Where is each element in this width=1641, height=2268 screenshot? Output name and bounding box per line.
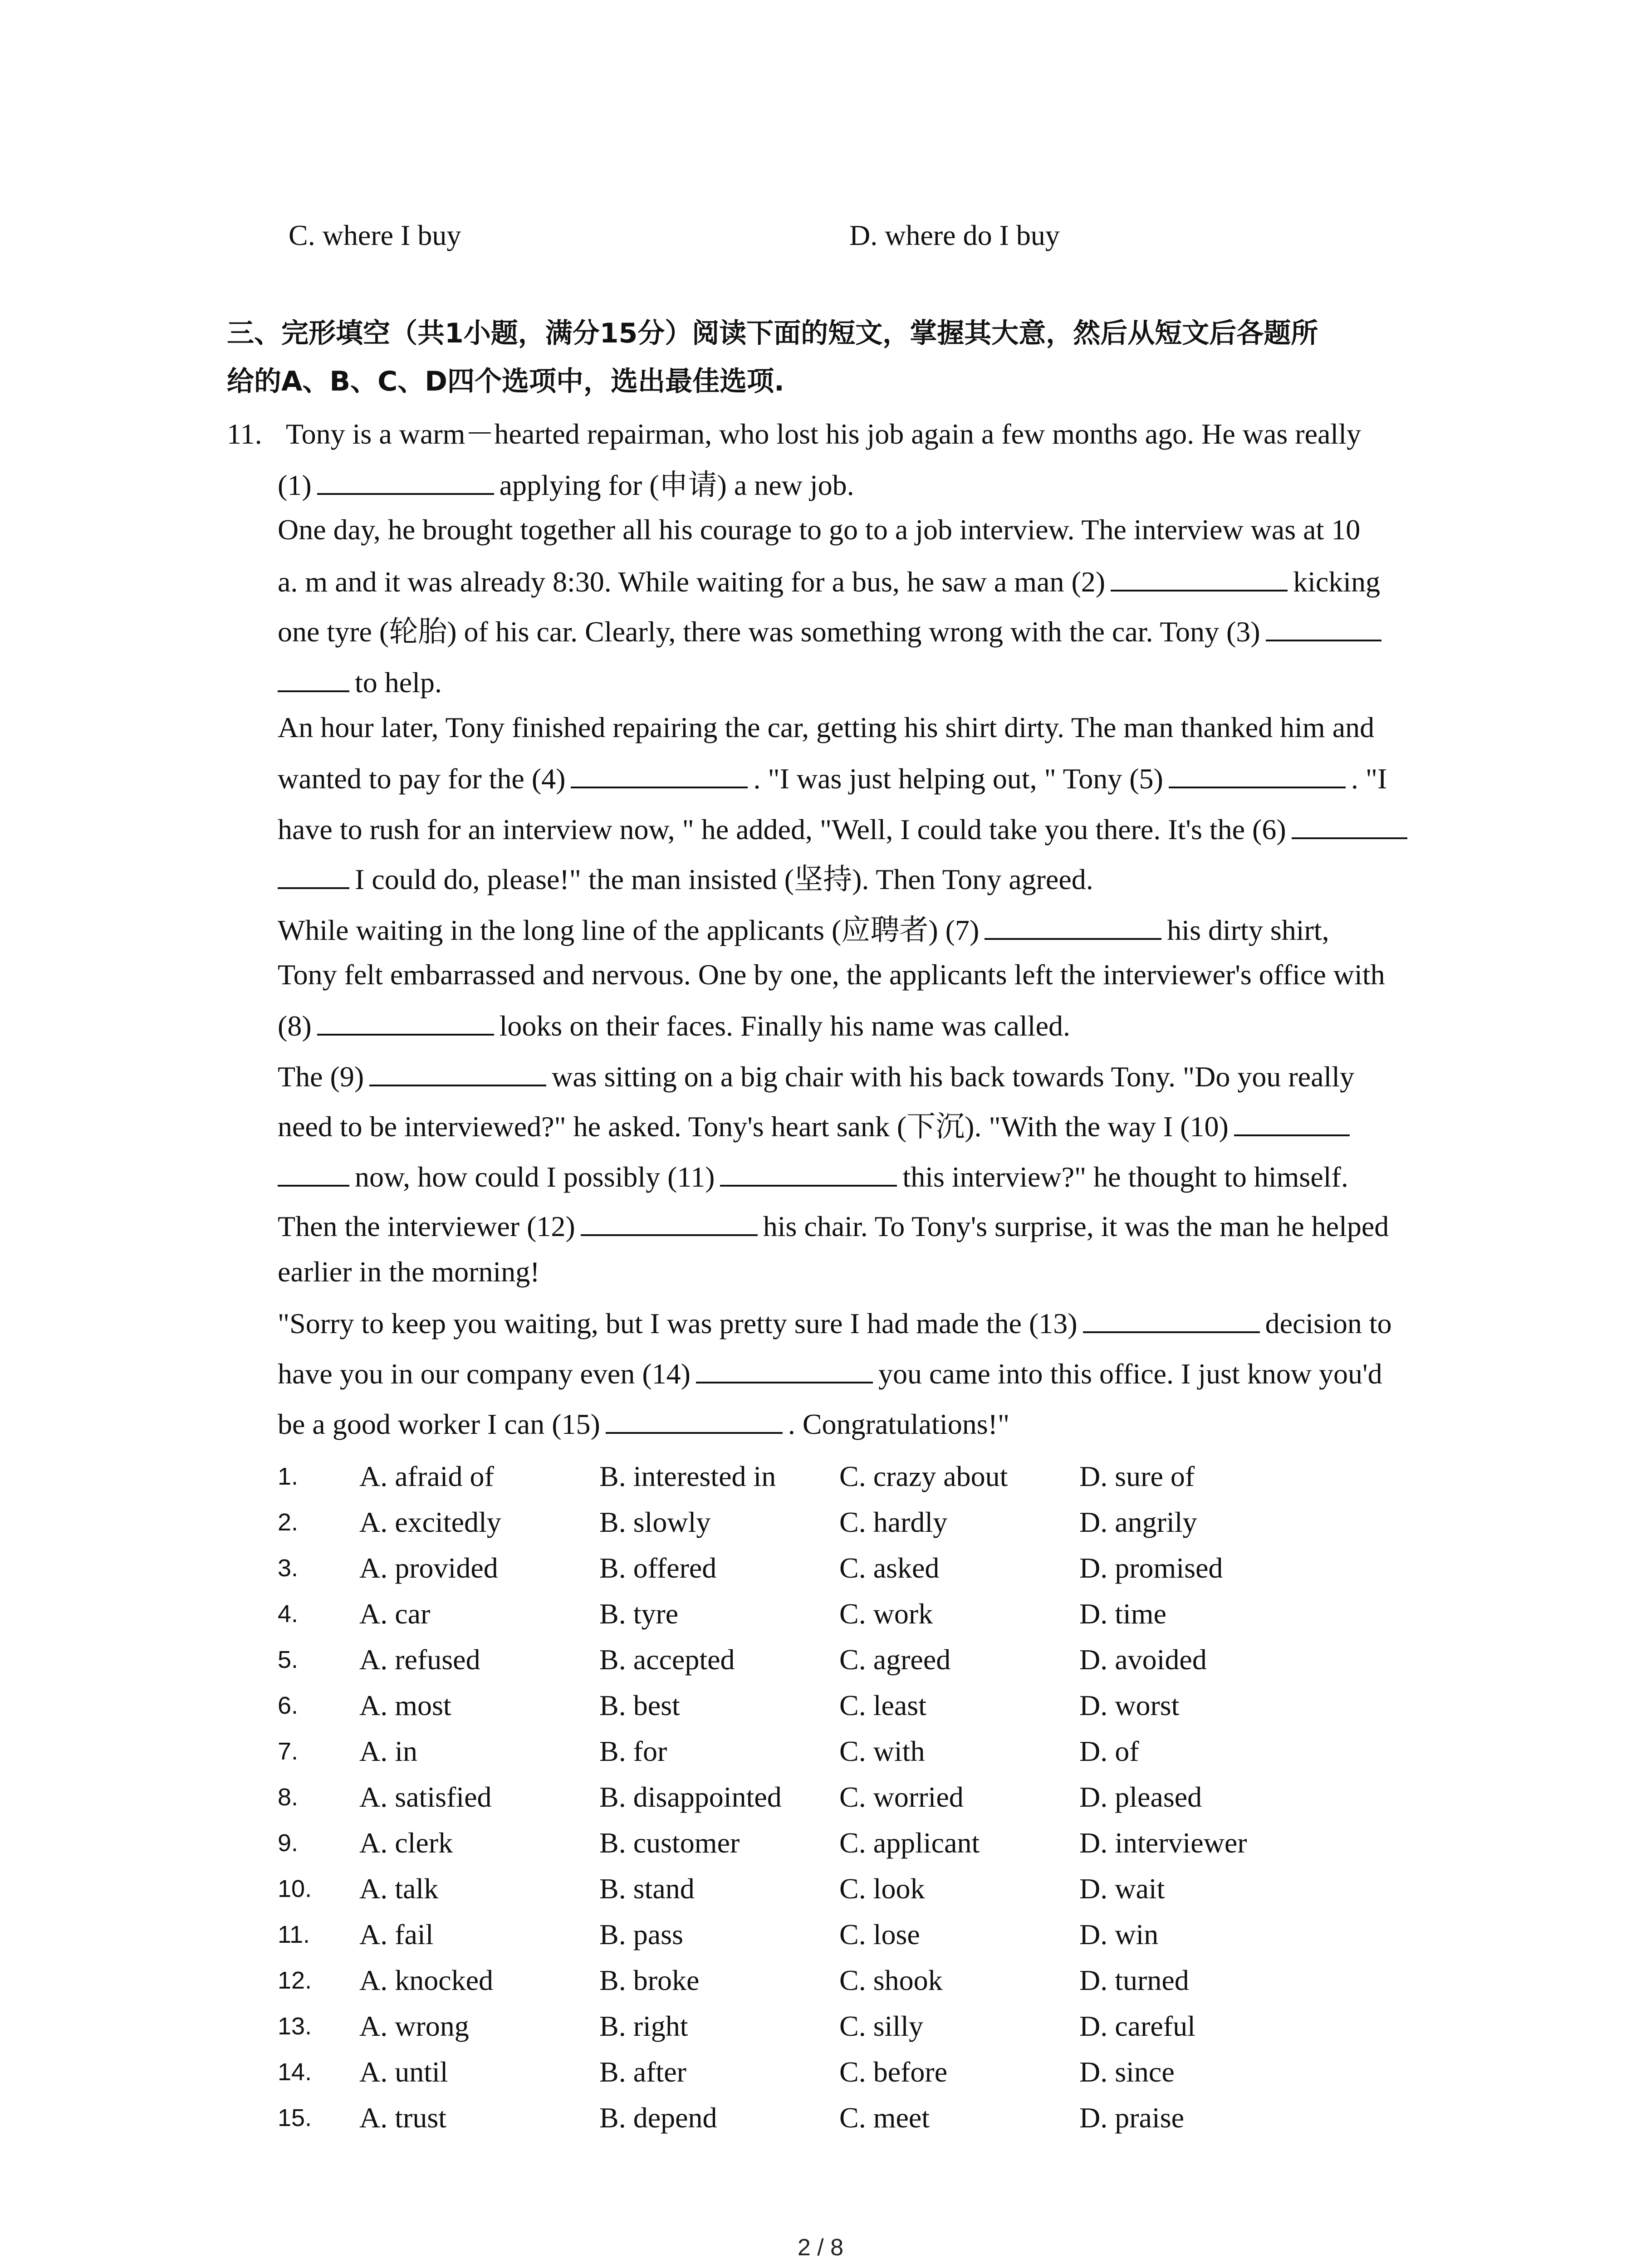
option-b: B. offered	[599, 1552, 717, 1584]
option-number: 13.	[278, 2013, 312, 2040]
option-b: B. customer	[599, 1827, 740, 1859]
option-c: C. work	[839, 1598, 933, 1630]
option-number: 9.	[278, 1829, 299, 1857]
option-a: A. fail	[359, 1918, 434, 1950]
passage-line: wanted to pay for the (4) . "I was just helping out, " Tony (5) . "I	[278, 763, 1387, 795]
answer-blank	[1111, 566, 1288, 591]
option-b: B. interested in	[599, 1460, 776, 1492]
answer-blank	[606, 1408, 783, 1434]
option-d: D. win	[1079, 1918, 1159, 1950]
answer-blank	[571, 763, 748, 788]
option-c: C. with	[839, 1735, 925, 1767]
option-a: A. knocked	[359, 1964, 494, 1996]
option-d: D. turned	[1079, 1964, 1189, 1996]
section-heading-line1: 三、完形填空（共1小题，满分15分）阅读下面的短文，掌握其大意，然后从短文后各题所	[227, 318, 1318, 349]
option-d: D. interviewer	[1079, 1827, 1247, 1859]
option-b: B. for	[599, 1735, 667, 1767]
passage-line: The (9) was sitting on a big chair with his back towards Tony. "Do you really	[278, 1061, 1355, 1093]
passage-line: to help.	[278, 667, 442, 697]
answer-blank	[1292, 814, 1407, 839]
option-a: A. refused	[359, 1643, 480, 1676]
answer-blank	[696, 1358, 873, 1383]
option-c: C. crazy about	[839, 1460, 1008, 1492]
option-number: 5.	[278, 1646, 299, 1673]
answer-blank	[278, 1161, 349, 1187]
answer-blank	[1083, 1308, 1260, 1333]
option-number: 8.	[278, 1784, 299, 1811]
option-number: 2.	[278, 1509, 299, 1536]
option-c: C. look	[839, 1872, 925, 1905]
answer-blank	[1234, 1111, 1350, 1136]
option-a: A. until	[359, 2056, 448, 2088]
option-d: D. sure of	[1079, 1460, 1195, 1492]
option-a: A. trust	[359, 2102, 446, 2134]
section-heading-line2: 给的A、B、C、D四个选项中，选出最佳选项.	[227, 366, 784, 397]
answer-blank	[1169, 763, 1346, 788]
answer-blank	[278, 667, 349, 692]
passage-line: One day, he brought together all his courage to go to a job interview. The interview was at 10	[278, 513, 1361, 546]
option-c: C. applicant	[839, 1827, 980, 1859]
option-number: 15.	[278, 2104, 312, 2131]
option-a: A. satisfied	[359, 1781, 492, 1813]
option-d: D. avoided	[1079, 1643, 1207, 1676]
option-number: 7.	[278, 1738, 299, 1765]
option-number: 4.	[278, 1600, 299, 1628]
option-a: A. most	[359, 1689, 451, 1721]
passage-line: An hour later, Tony finished repairing the car, getting his shirt dirty. The man thanked him and	[278, 711, 1375, 743]
option-c: C. shook	[839, 1964, 943, 1996]
passage-line: have to rush for an interview now, " he added, "Well, I could take you there. It's the (6)	[278, 814, 1413, 844]
option-number: 6.	[278, 1692, 299, 1719]
option-d: D. angrily	[1079, 1506, 1197, 1538]
passage-line: be a good worker I can (15) . Congratulations!"	[278, 1408, 1010, 1440]
option-d: D. since	[1079, 2056, 1175, 2088]
option-d: D. promised	[1079, 1552, 1223, 1584]
passage-line: I could do, please!" the man insisted (坚持). Then Tony agreed.	[278, 864, 1093, 894]
answer-blank	[317, 1010, 494, 1036]
passage-line: (1) applying for (申请) a new job.	[278, 469, 854, 501]
answer-blank	[1266, 616, 1381, 641]
passage-line: Then the interviewer (12) his chair. To Tony's surprise, it was the man he helped	[278, 1210, 1389, 1242]
option-number: 10.	[278, 1875, 312, 1902]
page-number: 2 / 8	[797, 2234, 844, 2261]
passage-line: have you in our company even (14) you came into this office. I just know you'd	[278, 1358, 1382, 1390]
passage-line: Tony is a warm－hearted repairman, who lost his job again a few months ago. He was really	[286, 418, 1361, 450]
passage-line: "Sorry to keep you waiting, but I was pretty sure I had made the (13) decision to	[278, 1307, 1392, 1339]
option-d: D. careful	[1079, 2010, 1195, 2042]
option-b: B. disappointed	[599, 1781, 782, 1813]
passage-line: earlier in the morning!	[278, 1256, 540, 1288]
option-b: B. tyre	[599, 1598, 679, 1630]
option-b: B. broke	[599, 1964, 700, 1996]
answer-blank	[985, 914, 1161, 940]
passage-line: now, how could I possibly (11) this interview?" he thought to himself.	[278, 1161, 1348, 1192]
question-number: 11.	[227, 418, 262, 450]
option-number: 3.	[278, 1554, 299, 1582]
option-number: 11.	[278, 1921, 310, 1948]
option-b: B. accepted	[599, 1643, 735, 1676]
option-number: 14.	[278, 2058, 312, 2086]
option-b: B. best	[599, 1689, 680, 1721]
option-d: D. pleased	[1079, 1781, 1202, 1813]
passage-line: (8) looks on their faces. Finally his name was called.	[278, 1010, 1070, 1042]
option-d: D. of	[1079, 1735, 1139, 1767]
option-c: C. worried	[839, 1781, 964, 1813]
option-number: 1.	[278, 1463, 299, 1490]
option-a: A. car	[359, 1598, 431, 1630]
answer-blank	[278, 864, 349, 889]
option-number: 12.	[278, 1967, 312, 1994]
option-b: B. right	[599, 2010, 688, 2042]
option-a: A. in	[359, 1735, 417, 1767]
option-c: C. silly	[839, 2010, 923, 2042]
passage-line: a. m and it was already 8:30. While waiting for a bus, he saw a man (2) kicking	[278, 566, 1381, 598]
option-c: C. asked	[839, 1552, 940, 1584]
passage-line: Tony felt embarrassed and nervous. One by one, the applicants left the interviewer's office with	[278, 958, 1385, 991]
answer-blank	[317, 469, 494, 495]
option-d: D. wait	[1079, 1872, 1165, 1905]
option-d: D. praise	[1079, 2102, 1185, 2134]
option-c: C. before	[839, 2056, 948, 2088]
option-a: A. provided	[359, 1552, 498, 1584]
option-a: A. talk	[359, 1872, 439, 1905]
option-d: D. worst	[1079, 1689, 1180, 1721]
option-b: B. pass	[599, 1918, 683, 1950]
option-b: B. depend	[599, 2102, 717, 2134]
option-b: B. slowly	[599, 1506, 711, 1538]
option-c: C. agreed	[839, 1643, 951, 1676]
option-a: A. afraid of	[359, 1460, 494, 1492]
prev-option-d: D. where do I buy	[849, 219, 1060, 251]
answer-blank	[720, 1161, 897, 1187]
passage-line: need to be interviewed?" he asked. Tony's heart sank (下沉). "With the way I (10)	[278, 1111, 1355, 1141]
prev-option-c: C. where I buy	[289, 219, 461, 251]
option-c: C. hardly	[839, 1506, 948, 1538]
answer-blank	[581, 1211, 758, 1236]
option-c: C. least	[839, 1689, 926, 1721]
passage-line: While waiting in the long line of the applicants (应聘者) (7) his dirty shirt,	[278, 914, 1329, 946]
option-a: A. wrong	[359, 2010, 469, 2042]
option-c: C. meet	[839, 2102, 930, 2134]
option-b: B. stand	[599, 1872, 695, 1905]
option-a: A. clerk	[359, 1827, 453, 1859]
option-d: D. time	[1079, 1598, 1166, 1630]
option-a: A. excitedly	[359, 1506, 501, 1538]
answer-blank	[369, 1061, 546, 1086]
option-c: C. lose	[839, 1918, 920, 1950]
option-b: B. after	[599, 2056, 686, 2088]
passage-line: one tyre (轮胎) of his car. Clearly, there was something wrong with the car. Tony (3)	[278, 616, 1387, 646]
